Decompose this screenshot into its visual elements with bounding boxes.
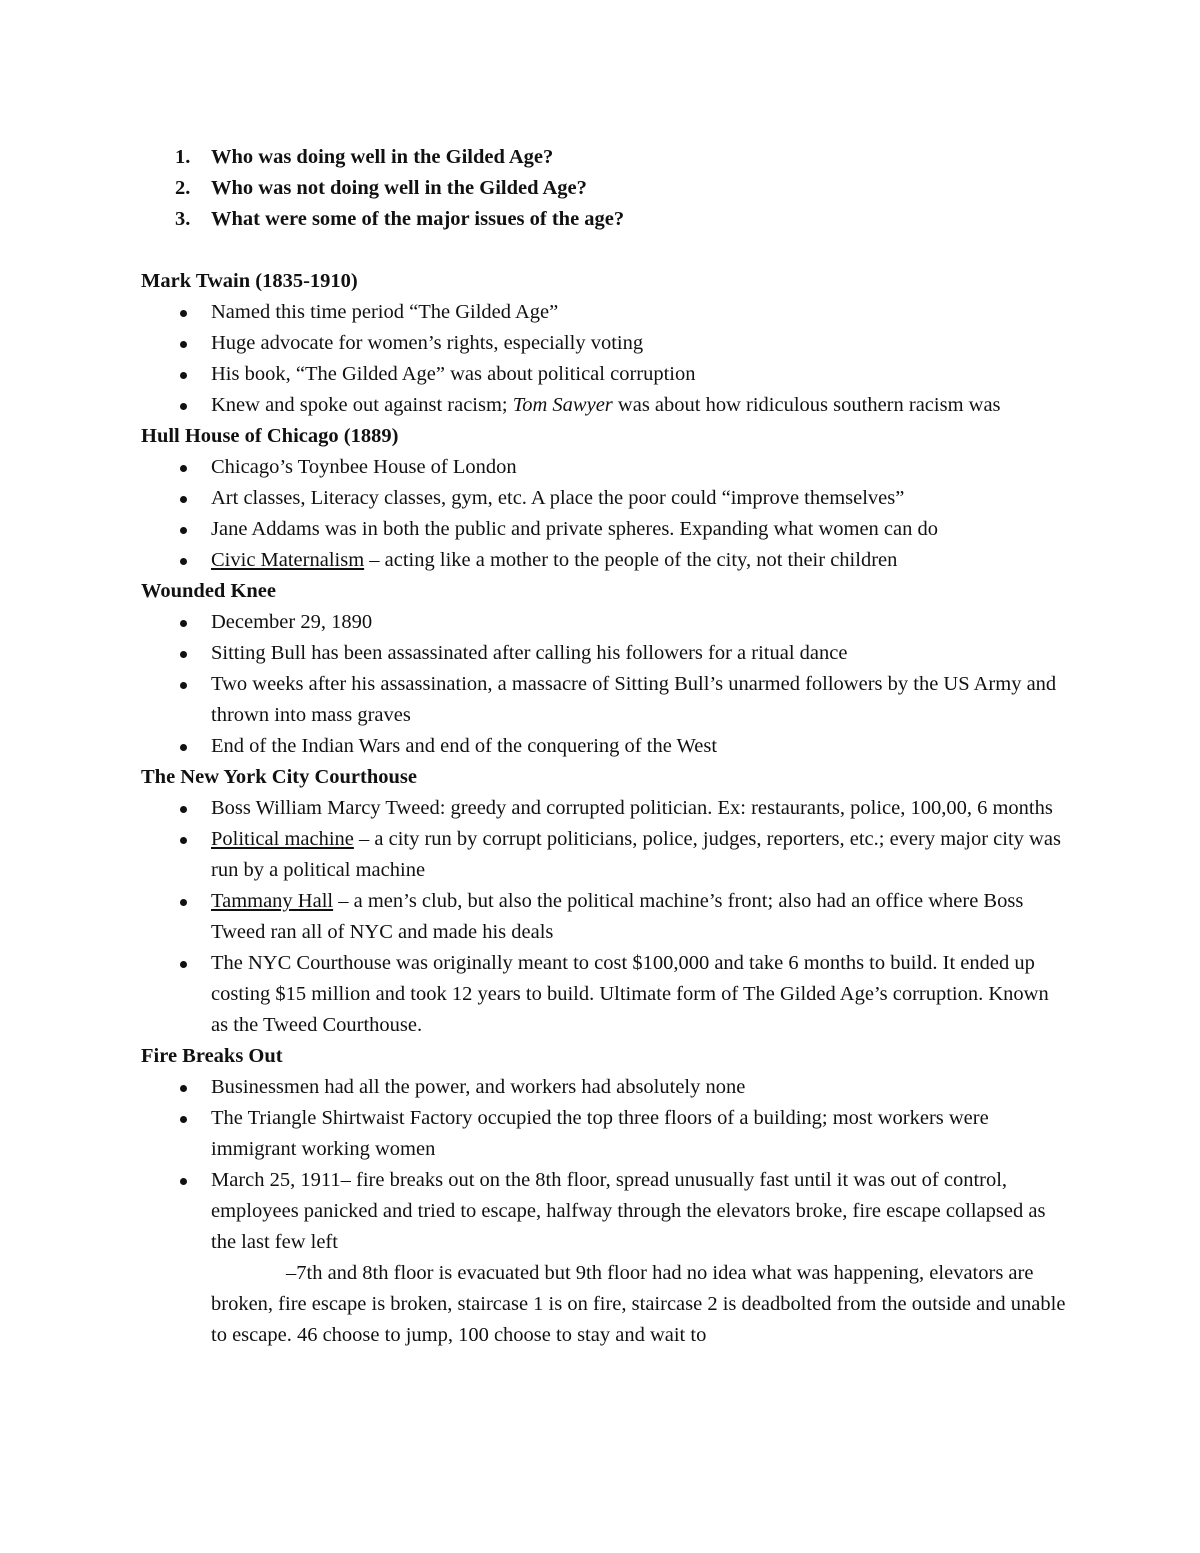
bullet-text: The NYC Courthouse was originally meant to cost $100,000 and take 6 months to build. It ended up costing $15 million and took 12 years to build. Ultimate form of The Gilded Age’s corruption. Known as the Tweed Courthouse. xyxy=(211,952,1049,1036)
bullet-item xyxy=(141,390,1066,421)
bullet-item xyxy=(141,297,1066,328)
bullet-item xyxy=(141,328,1066,359)
key-term: Political machine xyxy=(211,828,354,850)
bullet-text: Boss William Marcy Tweed: greedy and corrupted politician. Ex: restaurants, police, 100,00, 6 months xyxy=(211,797,1053,819)
bullet-item xyxy=(141,359,1066,390)
bullet-icon xyxy=(180,837,187,844)
bullet-icon xyxy=(180,527,187,534)
bullet-icon xyxy=(180,1116,187,1123)
bullet-icon xyxy=(180,1178,187,1185)
bullet-item xyxy=(141,483,1066,514)
bullet-icon xyxy=(180,682,187,689)
section-heading-fire: Fire Breaks Out xyxy=(141,1045,283,1067)
bullet-item xyxy=(141,824,1066,886)
bullet-item xyxy=(141,669,1066,731)
bullet-list-fire xyxy=(141,1072,1066,1351)
bullet-item xyxy=(141,1072,1066,1103)
bullet-text: March 25, 1911– fire breaks out on the 8th floor, spread unusually fast until it was out of control, employees panicked and tried to escape, halfway through the elevators broke, fire escape collapsed as the last few left xyxy=(211,1169,1046,1253)
bullet-icon xyxy=(180,465,187,472)
bullet-item xyxy=(141,545,1066,576)
bullet-icon xyxy=(180,620,187,627)
bullet-text: End of the Indian Wars and end of the conquering of the West xyxy=(211,735,718,757)
bullet-item xyxy=(141,1103,1066,1165)
bullet-list-wounded-knee xyxy=(141,607,1066,762)
question-text: Who was not doing well in the Gilded Age? xyxy=(211,177,587,199)
bullet-item xyxy=(141,607,1066,638)
question-number: 2. xyxy=(175,177,191,199)
bullet-icon xyxy=(180,1085,187,1092)
bullet-text: Two weeks after his assassination, a massacre of Sitting Bull’s unarmed followers by the US Army and thrown into mass graves xyxy=(211,673,1057,726)
bullet-item xyxy=(141,452,1066,483)
bullet-text: Sitting Bull has been assassinated after calling his followers for a ritual dance xyxy=(211,642,848,664)
bullet-icon xyxy=(180,961,187,968)
bullet-text: Named this time period “The Gilded Age” xyxy=(211,301,559,323)
section-heading-twain: Mark Twain (1835-1910) xyxy=(141,270,358,292)
key-term: Civic Maternalism xyxy=(211,549,365,571)
bullet-text: – acting like a mother to the people of the city, not their children xyxy=(364,549,898,571)
bullet-continuation: –7th and 8th floor is evacuated but 9th floor had no idea what was happening, elevators are broken, fire escape is broken, staircase 1 is on fire, staircase 2 is deadbolted from the outside and unable to escape. 46 choose to jump, 100 choose to stay and wait to xyxy=(211,1262,1066,1346)
bullet-text: was about how ridiculous southern racism was xyxy=(612,394,1001,416)
question-item xyxy=(141,204,1066,235)
bullet-item xyxy=(141,514,1066,545)
bullet-text: Huge advocate for women’s rights, especially voting xyxy=(211,332,644,354)
question-number: 3. xyxy=(175,208,191,230)
bullet-icon xyxy=(180,341,187,348)
bullet-item xyxy=(141,731,1066,762)
bullet-text: Jane Addams was in both the public and private spheres. Expanding what women can do xyxy=(211,518,939,540)
section-heading-nyc-courthouse: The New York City Courthouse xyxy=(141,766,417,788)
book-title: Tom Sawyer xyxy=(512,394,613,416)
section-heading-hull-house: Hull House of Chicago (1889) xyxy=(141,425,399,447)
section-heading-wounded-knee: Wounded Knee xyxy=(141,580,276,602)
bullet-item xyxy=(141,948,1066,1041)
bullet-icon xyxy=(180,310,187,317)
bullet-text: – a city run by corrupt politicians, police, judges, reporters, etc.; every major city was run by a political machine xyxy=(211,828,1061,881)
question-text: What were some of the major issues of the age? xyxy=(211,208,625,230)
bullet-text: – a men’s club, but also the political machine’s front; also had an office where Boss Tweed ran all of NYC and made his deals xyxy=(211,890,1024,943)
bullet-item xyxy=(141,793,1066,824)
bullet-list-twain xyxy=(141,297,1066,421)
bullet-text: Art classes, Literacy classes, gym, etc. A place the poor could “improve themselves” xyxy=(211,487,905,509)
question-item xyxy=(141,173,1066,204)
bullet-text: The Triangle Shirtwaist Factory occupied the top three floors of a building; most workers were immigrant working women xyxy=(211,1107,989,1160)
bullet-item xyxy=(141,886,1066,948)
blank-line xyxy=(141,235,1066,266)
bullet-icon xyxy=(180,372,187,379)
bullet-list-hull-house xyxy=(141,452,1066,576)
question-list xyxy=(141,142,1066,235)
document-body xyxy=(141,142,1066,1351)
bullet-text: Chicago’s Toynbee House of London xyxy=(211,456,517,478)
bullet-icon xyxy=(180,744,187,751)
bullet-text: His book, “The Gilded Age” was about political corruption xyxy=(211,363,696,385)
question-number: 1. xyxy=(175,146,191,168)
question-item xyxy=(141,142,1066,173)
bullet-icon xyxy=(180,899,187,906)
bullet-icon xyxy=(180,558,187,565)
bullet-list-nyc-courthouse xyxy=(141,793,1066,1041)
question-text: Who was doing well in the Gilded Age? xyxy=(211,146,554,168)
bullet-icon xyxy=(180,806,187,813)
bullet-text: Knew and spoke out against racism; xyxy=(211,394,513,416)
bullet-icon xyxy=(180,403,187,410)
key-term: Tammany Hall xyxy=(211,890,334,912)
bullet-text: Businessmen had all the power, and workers had absolutely none xyxy=(211,1076,746,1098)
bullet-text: December 29, 1890 xyxy=(211,611,373,633)
bullet-item xyxy=(141,638,1066,669)
bullet-item xyxy=(141,1165,1066,1351)
bullet-icon xyxy=(180,651,187,658)
bullet-icon xyxy=(180,496,187,503)
